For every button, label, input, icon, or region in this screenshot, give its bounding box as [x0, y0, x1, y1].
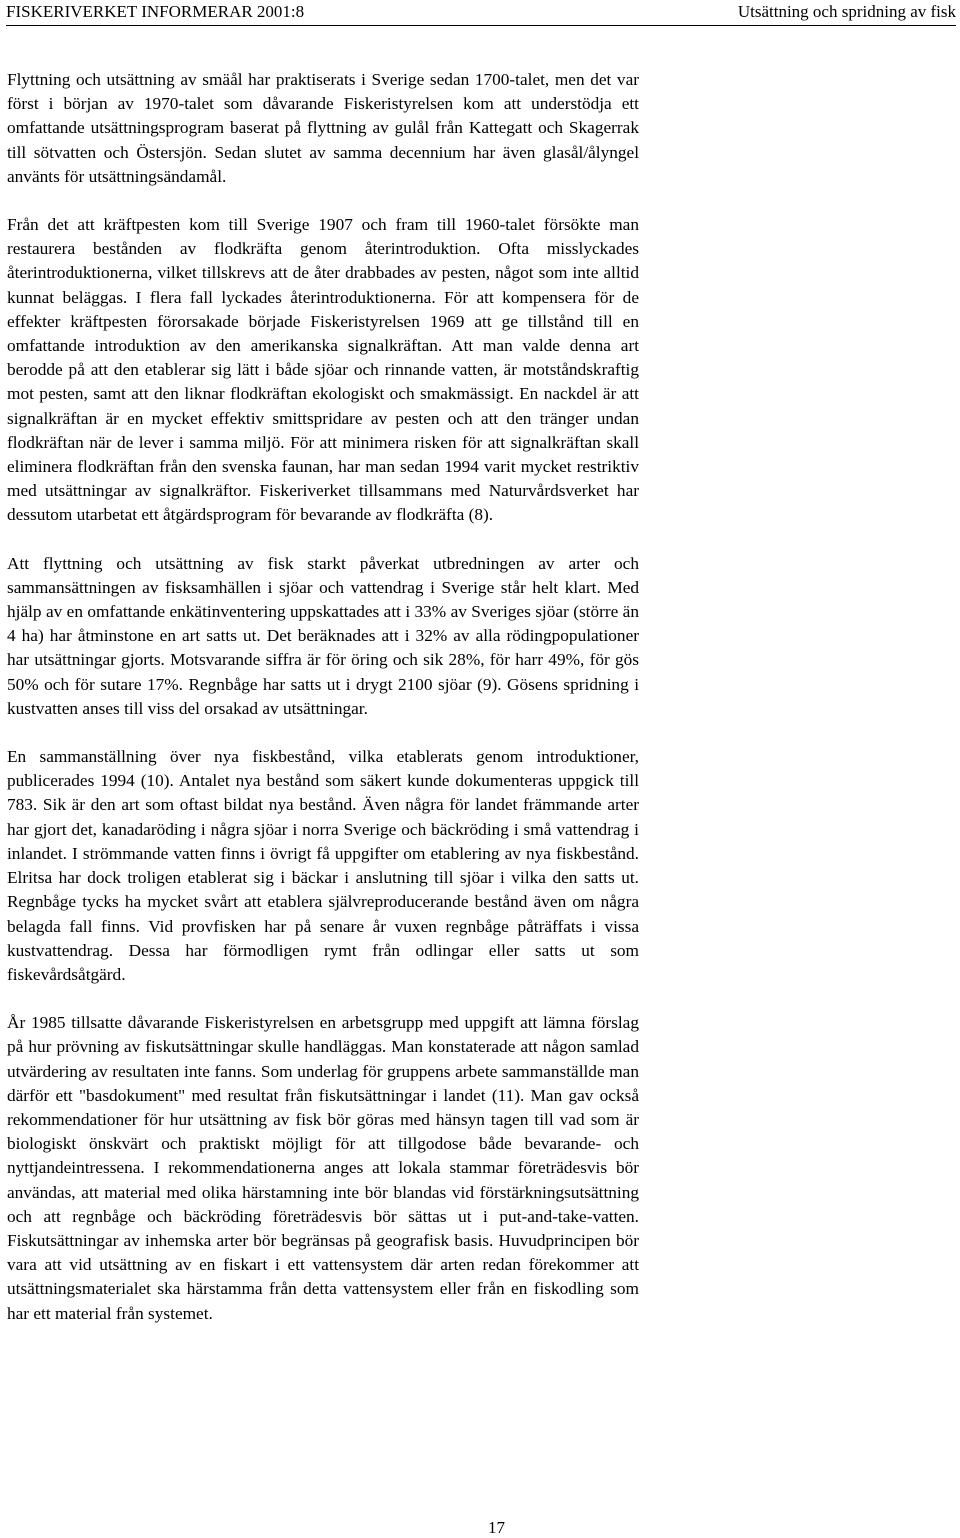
- paragraph-crayfish: Från det att kräftpesten kom till Sverige 1907 och fram till 1960-talet försökte man restaurera bestånden av flodkräfta genom återintroduktion. Ofta misslyckades återintroduktionerna, vilket tillskrevs att de åter drabbades av pesten, något som inte alltid kunnat beläggas. I flera fall lyckades återintroduktionerna. För att kompensera för de effekter kräftpesten förorsakade började Fiskeristyrelsen 1969 att ge tillstånd till en omfattande introduktion av den amerikanska signalkräftan. Att man valde denna art berodde på att den etablerar sig lätt i både sjöar och rinnande vatten, är motståndskraftig mot pesten, samt att den liknar flodkräftan ekologiskt och smakmässigt. En nackdel är att signalkräftan är en mycket effektiv smittspridare av pesten och att den tränger undan flodkräftan när de lever i samma miljö. För att minimera risken för att signalkräftan skall eliminera flodkräftan från den svenska faunan, har man sedan 1994 varit mycket restriktiv med utsättningar av signalkräftor. Fiskeriverket tillsammans med Naturvårdsverket har dessutom utarbetat ett åtgärdsprogram för bevarande av flodkräfta (8).: [7, 215, 639, 525]
- body-text: [7, 68, 639, 1326]
- page-number: 17: [488, 1518, 505, 1537]
- header-rule: [6, 25, 956, 26]
- paragraph-new-fish-stocks: En sammanställning över nya fiskbestånd, vilka etablerats genom introduktioner, publicerades 1994 (10). Antalet nya bestånd som säkert kunde dokumenteras uppgick till 783. Sik är den art som oftast bildat nya bestånd. Även några för landet främmande arter har gjort det, kanadaröding i några sjöar i norra Sverige och bäckröding i små vattendrag i inlandet. I strömmande vatten finns i övrigt få uppgifter om etablering av nya fiskbestånd. Elritsa har dock troligen etablerat sig i bäckar i anslutning till sjöar i vilka den satts ut. Regnbåge tycks ha mycket svårt att etablera självreproducerande bestånd även om några belagda fall finns. Vid provfisken har på senare år vuxen regnbåge påträffats i vissa kustvattendrag. Dessa har förmodligen rymt från odlingar eller satts ut som fiskevårdsåtgärd.: [7, 747, 639, 984]
- paragraph-distribution-effects: Att flyttning och utsättning av fisk starkt påverkat utbredningen av arter och sammansättningen av fisksamhällen i sjöar och vattendrag i Sverige står helt klart. Med hjälp av en omfattande enkätinventering uppskattades att i 33% av Sveriges sjöar (större än 4 ha) har åtminstone en art satts ut. Det beräknades att i 32% av alla rödingpopulationer har utsättningar gjorts. Motsvarande siffra är för öring och sik 28%, för harr 49%, för gös 50% och för sutare 17%. Regnbåge har satts ut i drygt 2100 sjöar (9). Gösens spridning i kustvatten anses till viss del orsakad av utsättningar.: [7, 553, 639, 718]
- paragraph-working-group: År 1985 tillsatte dåvarande Fiskeristyrelsen en arbetsgrupp med uppgift att lämna förslag på hur prövning av fiskutsättningar skulle handläggas. Man konstaterade att någon samlad utvärdering av resultaten inte fanns. Som underlag för gruppens arbete sammanställde man därför ett "basdokument" med resultat från fiskutsättningar i landet (11). Man gav också rekommendationer för hur utsättning av fisk bör göras med hänsyn tagen till vad som är biologiskt önskvärt och praktiskt möjligt för att tillgodose både bevarande- och nyttjandeintressena. I rekommendationerna anges att lokala stammar företrädesvis bör användas, att material med olika härstamning inte bör blandas vid förstärkningsutsättning och att regnbåge och bäckröding företrädesvis bör sättas ut i put-and-take-vatten. Fiskutsättningar av inhemska arter bör begränsas på geografisk basis. Huvudprincipen bör vara att vid utsättning av en fiskart i ett vattensystem där arten redan förekommer att utsättningsmaterialet ska härstamma från detta vattensystem eller från en fiskodling som har ett material från systemet.: [7, 1013, 639, 1323]
- header-chapter-title: Utsättning och spridning av fisk: [737, 2, 956, 21]
- header-publication: FISKERIVERKET INFORMERAR 2001:8: [6, 2, 305, 21]
- running-header: [0, 0, 960, 26]
- paragraph-eel-stocking: Flyttning och utsättning av smäål har praktiserats i Sverige sedan 1700-talet, men det var först i början av 1970-talet som dåvarande Fiskeristyrelsen kom att understödja ett omfattande utsättningsprogram baserat på flyttning av gulål från Kattegatt och Skagerrak till sötvatten och Östersjön. Sedan slutet av samma decennium har även glasål/ålyngel använts för utsättningsändamål.: [7, 70, 639, 186]
